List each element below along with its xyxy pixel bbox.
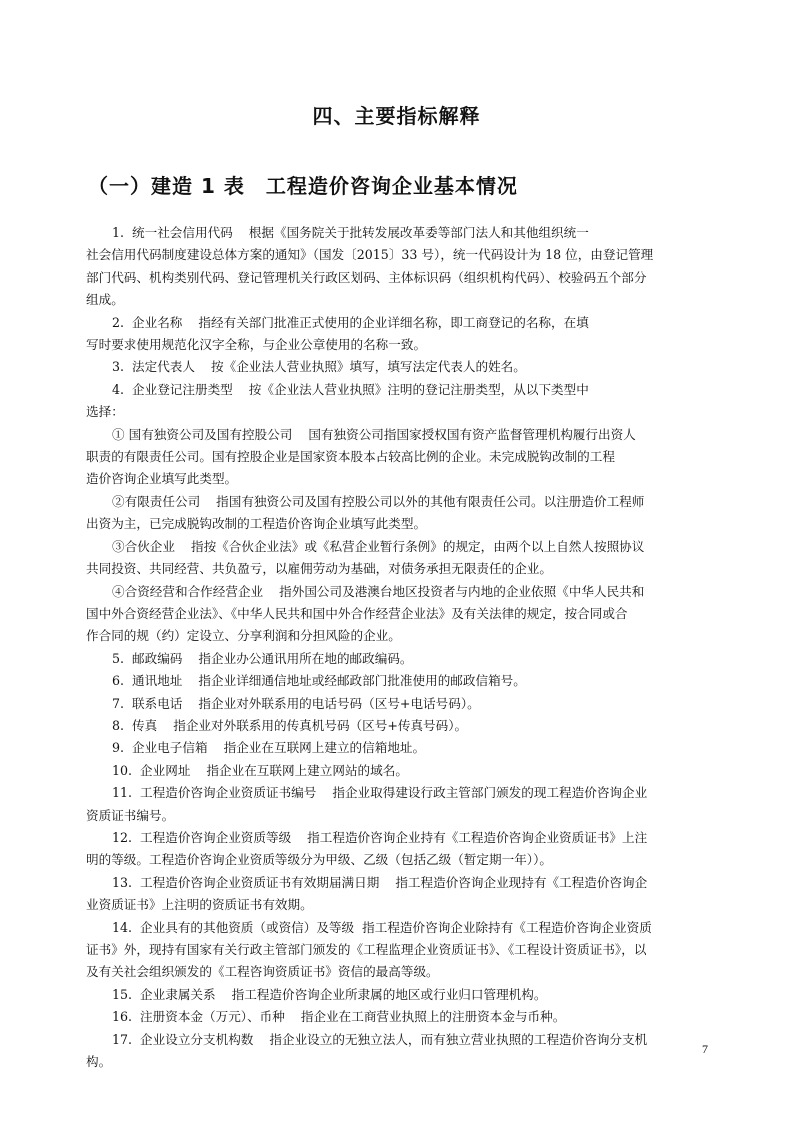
paragraph [86, 1006, 702, 1028]
text-line: 6. 通讯地址 指企业详细通信地址或经邮政部门批准使用的邮政信箱号。 [112, 673, 526, 689]
text-line: 选择： [86, 404, 124, 420]
paragraph [86, 715, 702, 737]
paragraph [86, 312, 702, 357]
paragraph [86, 737, 702, 759]
text-line: 13. 工程造价咨询企业资质证书有效期届满日期 指工程造价咨询企业现持有《工程造价咨询企 [112, 874, 648, 890]
paragraph [86, 536, 702, 581]
paragraph [86, 693, 702, 715]
text-line: 9. 企业电子信箱 指企业在互联网上建立的信箱地址。 [112, 740, 426, 756]
text-line: 4. 企业登记注册类型 按《企业法人营业执照》注明的登记注册类型，从以下类型中 [112, 381, 589, 397]
text-line: 国中外合资经营企业法》、《中华人民共和国中外合作经营企业法》及有关法律的规定，按合同或合 [86, 605, 628, 621]
text-line: 1. 统一社会信用代码 根据《国务院关于批转发展改革委等部门法人和其他组织统一 [112, 225, 589, 240]
text-line: 证书》外，现持有国家有关行政主管部门颁发的《工程监理企业资质证书》、《工程设计资质证书》，以 [86, 942, 647, 957]
paragraph [86, 827, 702, 872]
paragraph [86, 1029, 702, 1074]
paragraph [86, 222, 702, 312]
main-title: 四、主要指标解释 [312, 104, 481, 128]
text-line: 2. 企业名称 指经有关部门批准正式使用的企业详细名称，即工商登记的名称，在填 [112, 314, 589, 330]
text-line: 造价咨询企业填写此类型。 [86, 471, 238, 487]
section-title: （一）建造 1 表 工程造价咨询企业基本情况 [88, 174, 518, 198]
paragraph [86, 491, 702, 536]
text-line: 14. 企业具有的其他资质（或资信）及等级 指工程造价咨询企业除持有《工程造价咨询企业资质 [112, 919, 652, 935]
text-line: 7. 联系电话 指企业对外联系用的电话号码（区号+电话号码）。 [112, 695, 480, 711]
text-line: ②有限责任公司 指国有独资公司及国有控股公司以外的其他有限责任公司。以注册造价工程师 [112, 493, 645, 509]
paragraph [86, 782, 702, 827]
text-line: 作合同的规（约）定设立、分享利润和分担风险的企业。 [86, 628, 401, 644]
text-line: 社会信用代码制度建设总体方案的通知》（国发〔2015〕33 号），统一代码设计为 18 位，由登记管理 [86, 247, 654, 263]
paragraph [86, 424, 702, 491]
text-line: 出资为主，已完成脱钩改制的工程造价咨询企业填写此类型。 [86, 516, 427, 532]
text-line: ③合伙企业 指按《合伙企业法》或《私营企业暂行条例》的规定，由两个以上自然人按照协议 [112, 538, 645, 554]
text-line: 5. 邮政编码 指企业办公通讯用所在地的邮政编码。 [112, 650, 413, 666]
paragraph [86, 917, 702, 984]
page-number: 7 [702, 1042, 708, 1056]
text-line: ④合资经营和合作经营企业 指外国公司及港澳台地区投资者与内地的企业依照《中华人民共和 [112, 583, 645, 599]
text-line: 部门代码、机构类别代码、登记管理机关行政区划码、主体标识码（组织机构代码）、校验码五个部分 [86, 269, 647, 285]
text-line: 业资质证书》上注明的资质证书有效期。 [86, 897, 313, 913]
paragraph [86, 379, 702, 424]
text-line: 11. 工程造价咨询企业资质证书编号 指企业取得建设行政主管部门颁发的现工程造价咨询企业 [112, 785, 648, 801]
paragraph [86, 760, 702, 782]
paragraph [86, 984, 702, 1006]
paragraph [86, 670, 702, 692]
text-line: 构。 [86, 1054, 112, 1070]
paragraph [86, 356, 702, 378]
document-body [86, 222, 702, 1073]
text-line: 3. 法定代表人 按《企业法人营业执照》填写，填写法定代表人的姓名。 [112, 359, 526, 375]
paragraph [86, 872, 702, 917]
text-line: 17. 企业设立分支机构数 指企业设立的无独立法人，而有独立营业执照的工程造价咨询分支机 [112, 1031, 648, 1047]
text-line: 组成。 [86, 292, 124, 308]
text-line: 共同投资、共同经营、共负盈亏，以雇佣劳动为基础，对债务承担无限责任的企业。 [86, 561, 552, 577]
text-line: 12. 工程造价咨询企业资质等级 指工程造价咨询企业持有《工程造价咨询企业资质证书》上注 [112, 829, 648, 845]
text-line: ① 国有独资公司及国有控股公司 国有独资公司指国家授权国有资产监督管理机构履行出资人 [112, 426, 636, 442]
text-line: 15. 企业隶属关系 指工程造价咨询企业所隶属的地区或行业归口管理机构。 [112, 986, 547, 1002]
text-line: 写时要求使用规范化汉字全称，与企业公章使用的名称一致。 [86, 337, 427, 353]
text-line: 明的等级。工程造价咨询企业资质等级分为甲级、乙级（包括乙级（暂定期一年））。 [86, 852, 552, 868]
text-line: 及有关社会组织颁发的《工程咨询资质证书》资信的最高等级。 [86, 964, 439, 980]
text-line: 8. 传真 指企业对外联系用的传真机号码（区号+传真号码）。 [112, 717, 468, 733]
text-line: 16. 注册资本金（万元）、币种 指企业在工商营业执照上的注册资本金与币种。 [112, 1009, 566, 1025]
paragraph [86, 648, 702, 670]
text-line: 职责的有限责任公司。国有控股企业是国家资本股本占较高比例的企业。未完成脱钩改制的工程 [86, 449, 615, 465]
paragraph [86, 581, 702, 648]
text-line: 10. 企业网址 指企业在互联网上建立网站的域名。 [112, 762, 408, 778]
text-line: 资质证书编号。 [86, 807, 175, 823]
